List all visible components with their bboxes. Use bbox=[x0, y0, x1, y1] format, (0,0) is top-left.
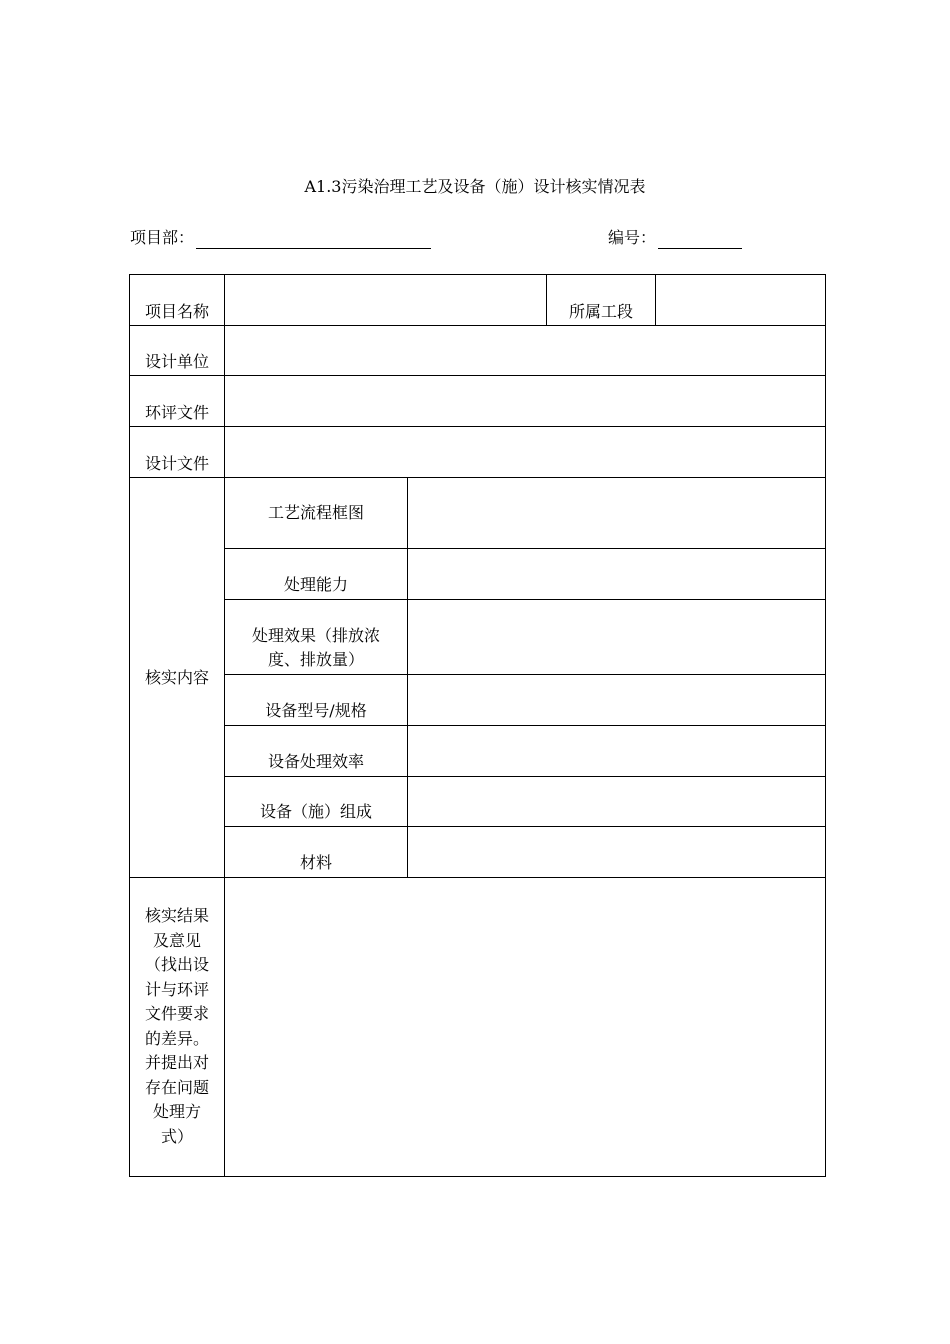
verify-item-label: 工艺流程框图 bbox=[225, 478, 408, 549]
verify-item-value bbox=[408, 600, 826, 675]
verify-item-label: 处理能力 bbox=[225, 549, 408, 600]
verify-item-value bbox=[408, 549, 826, 600]
table-row-design-unit bbox=[130, 326, 826, 376]
verify-item-value bbox=[408, 478, 826, 549]
verify-item-label: 设备处理效率 bbox=[225, 726, 408, 777]
verify-result-label bbox=[130, 878, 225, 1177]
table-row-verify-item bbox=[130, 600, 826, 675]
table-row-verify-item bbox=[130, 726, 826, 777]
table-row-verify-item bbox=[130, 827, 826, 878]
eia-file-value bbox=[225, 376, 826, 427]
project-dept-line bbox=[130, 227, 431, 249]
verification-table bbox=[129, 274, 826, 1177]
section-value bbox=[656, 275, 826, 326]
table-row-verify-item bbox=[130, 675, 826, 726]
design-file-label: 设计文件 bbox=[130, 427, 225, 478]
project-dept-label: 项目部： bbox=[130, 228, 195, 247]
table-row-eia-file bbox=[130, 376, 826, 427]
project-dept-blank bbox=[196, 231, 431, 249]
verify-item-label: 设备（施）组成 bbox=[225, 777, 408, 827]
verify-item-value bbox=[408, 726, 826, 777]
verify-result-text: 核实结果及意见（找出设计与环评文件要求的差异。并提出对存在问题处理方式） bbox=[144, 906, 209, 1146]
verify-item-value bbox=[408, 675, 826, 726]
project-name-label: 项目名称 bbox=[130, 275, 225, 326]
table-row-project-name bbox=[130, 275, 826, 326]
number-blank bbox=[658, 231, 742, 249]
design-unit-label: 设计单位 bbox=[130, 326, 225, 376]
table-row-verify-item bbox=[130, 549, 826, 600]
number-label: 编号： bbox=[608, 228, 657, 247]
number-line bbox=[608, 227, 742, 249]
section-label: 所属工段 bbox=[547, 275, 656, 326]
verify-item-label bbox=[225, 600, 408, 675]
table-row-verify-item bbox=[130, 478, 826, 549]
eia-file-label: 环评文件 bbox=[130, 376, 225, 427]
verify-result-value bbox=[225, 878, 826, 1177]
verify-item-label: 设备型号/规格 bbox=[225, 675, 408, 726]
form-title: A1.3污染治理工艺及设备（施）设计核实情况表 bbox=[304, 177, 646, 196]
verify-content-label: 核实内容 bbox=[130, 478, 225, 878]
table-row-verify-result bbox=[130, 878, 826, 1177]
verify-item-label: 材料 bbox=[225, 827, 408, 878]
design-file-value bbox=[225, 427, 826, 478]
table-row-verify-item bbox=[130, 777, 826, 827]
verify-item-text: 处理效果（排放浓度、排放量） bbox=[251, 626, 380, 669]
project-name-value bbox=[225, 275, 547, 326]
table-row-design-file bbox=[130, 427, 826, 478]
verify-item-value bbox=[408, 777, 826, 827]
verify-item-value bbox=[408, 827, 826, 878]
design-unit-value bbox=[225, 326, 826, 376]
